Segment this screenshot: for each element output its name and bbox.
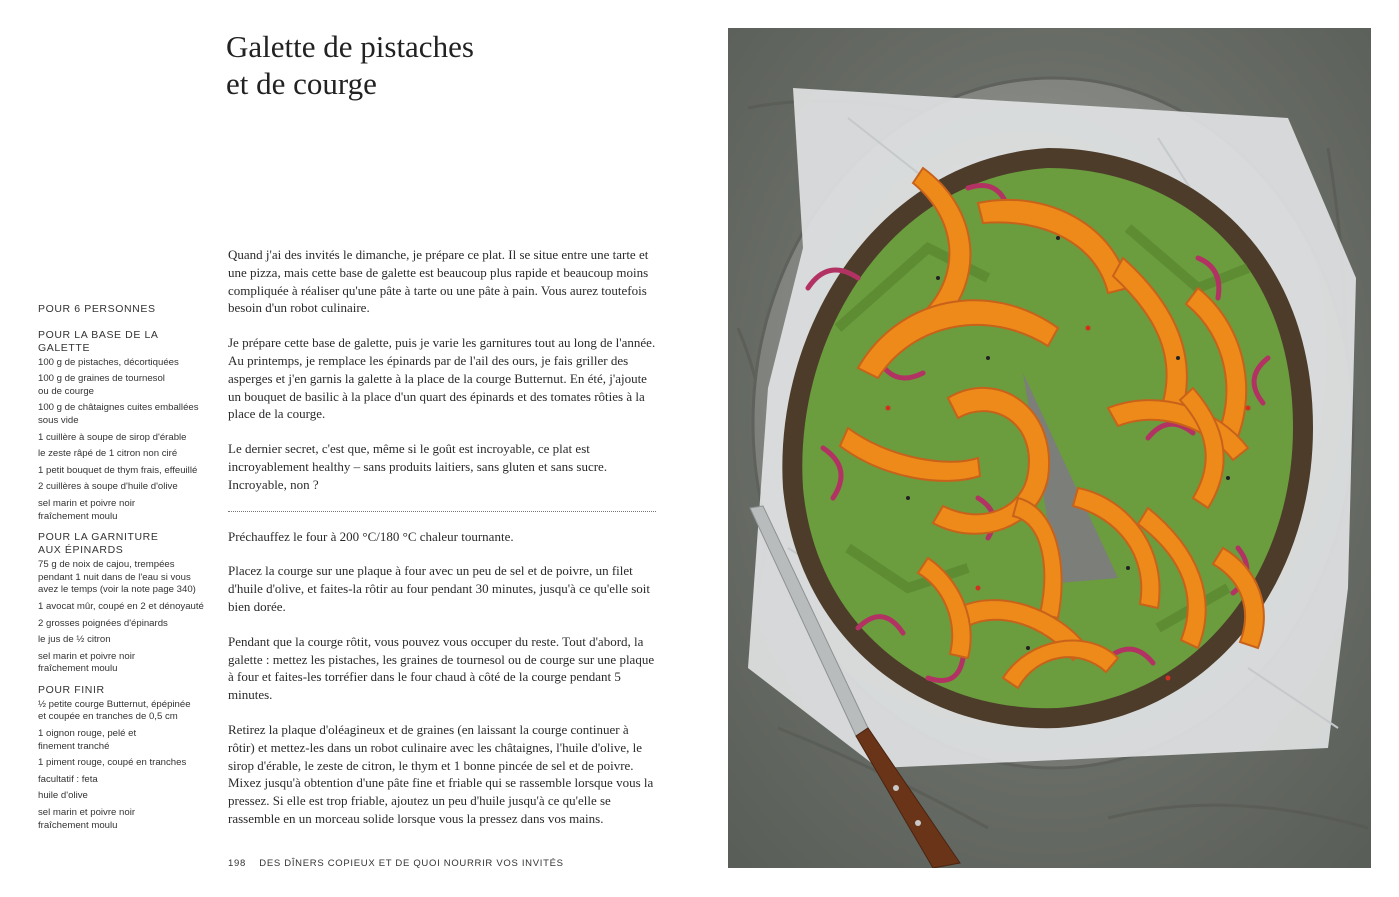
ingredient-line: 1 piment rouge, coupé en tranches <box>38 757 187 769</box>
ingredient-line: 100 g de châtaignes cuites emballées <box>38 402 199 414</box>
ingredient-item <box>38 651 210 676</box>
section-heading-line: POUR LA BASE DE LA GALETTE <box>38 328 158 354</box>
ingredient-item <box>38 807 210 832</box>
ingredient-line: 2 cuillères à soupe d'huile d'olive <box>38 481 178 493</box>
ingredient-line: fraîchement moulu <box>38 819 118 831</box>
chapter-title: DES DÎNERS COPIEUX ET DE QUOI NOURRIR VOS INVITÉS <box>259 858 564 869</box>
ingredient-line: le zeste râpé de 1 citron non ciré <box>38 448 178 460</box>
section-heading <box>38 329 210 355</box>
ingredient-item <box>38 757 210 770</box>
recipe-title-line-1: Galette de pistaches <box>226 29 474 64</box>
galette-photo <box>728 28 1371 868</box>
intro-paragraph: Quand j'ai des invités le dimanche, je prépare ce plat. Il se situe entre une tarte et une pizza, mais cette base de galette est beaucoup plus rapide et beaucoup moins compliquée à réaliser qu'une pâte à tarte ou une pâte à pain. Vous aurez toutefois besoin d'un robot culinaire. <box>228 247 649 316</box>
method-steps <box>228 528 658 828</box>
servings-label: POUR 6 PERSONNES <box>38 303 156 315</box>
ingredient-item <box>38 402 210 427</box>
ingredient-line: 2 grosses poignées d'épinards <box>38 617 168 629</box>
ingredient-line: 1 cuillère à soupe de sirop d'érable <box>38 431 187 443</box>
section-divider <box>228 511 656 512</box>
ingredient-line: fraîchement moulu <box>38 510 118 522</box>
ingredient-line: facultatif : feta <box>38 773 98 785</box>
page-footer <box>228 858 564 869</box>
ingredient-item <box>38 448 210 461</box>
intro-paragraph: Le dernier secret, c'est que, même si le goût est incroyable, ce plat est incroyablement healthy – sans produits laitiers, sans gluten et sans sucre. Incroyable, non ? <box>228 441 608 492</box>
ingredient-item <box>38 481 210 494</box>
page-number: 198 <box>228 858 246 869</box>
ingredient-line: sel marin et poivre noir <box>38 807 136 819</box>
method-step: Retirez la plaque d'oléagineux et de graines (en laissant la courge continuer à rôtir) et mettez-les dans un robot culinaire avec les châtaignes, l'huile d'olive, le sirop d'érable, le zeste de citron, le thym et 1 bonne pincée de sel et de poivre. Mixez jusqu'à obtention d'une pâte fine et friable qui se rassemble lorsque vous la pressez. Si elle est trop friable, ajoutez un peu d'huile jusqu'à ce qu'elle se rassemble en un morceau solide lorsque vous la pressez dans vos mains. <box>228 721 654 826</box>
ingredient-item <box>38 465 210 478</box>
ingredient-item <box>38 498 210 523</box>
ingredients-sidebar <box>38 303 210 840</box>
method-step: Pendant que la courge rôtit, vous pouvez vous occuper du reste. Tout d'abord, la galette : mettez les pistaches, les graines de tournesol ou de courge sur une plaque à four et faites-les torréfier dans le four chaud à côté de la courge pendant 5 minutes. <box>228 633 655 703</box>
ingredient-list <box>38 559 210 676</box>
galette-illustration <box>728 28 1371 868</box>
ingredient-line: le jus de ½ citron <box>38 634 111 646</box>
ingredient-line: 1 oignon rouge, pelé et <box>38 728 137 740</box>
ingredient-line: 100 g de graines de tournesol <box>38 373 165 385</box>
ingredient-list <box>38 357 210 524</box>
recipe-body <box>228 246 658 845</box>
ingredient-list <box>38 699 210 832</box>
ingredient-section <box>38 684 210 832</box>
section-heading-line: POUR LA GARNITURE <box>38 531 159 544</box>
ingredient-line: sous vide <box>38 414 79 426</box>
ingredient-item <box>38 774 210 787</box>
ingredient-section <box>38 531 210 676</box>
ingredient-item <box>38 373 210 398</box>
ingredient-line: 100 g de pistaches, décortiquées <box>38 356 179 368</box>
ingredient-line: 75 g de noix de cajou, trempées <box>38 559 175 571</box>
ingredient-item <box>38 357 210 370</box>
method-step: Placez la courge sur une plaque à four avec un peu de sel et de poivre, un filet d'huile d'olive, et faites-la rôtir au four pendant 30 minutes, jusqu'à ce qu'elle soit bien dorée. <box>228 563 651 614</box>
ingredient-item <box>38 559 210 597</box>
ingredient-item <box>38 790 210 803</box>
ingredient-line: huile d'olive <box>38 790 88 802</box>
intro-paragraph: Je prépare cette base de galette, puis je varie les garnitures tout au long de l'année. Au printemps, je remplace les épinards par de l'ail des ours, je fais griller des asperges et j'en garnis la galette à la place de la courge Butternut. En été, j'ajoute un bouquet de basilic à la place d'un quart des épinards et des tomates rôties à la place de la courge. <box>228 335 656 422</box>
ingredient-line: pendant 1 nuit dans de l'eau si vous <box>38 571 191 583</box>
ingredient-line: sel marin et poivre noir <box>38 650 136 662</box>
intro-text <box>228 246 658 494</box>
ingredient-line: sel marin et poivre noir <box>38 497 136 509</box>
ingredient-line: avez le temps (voir la note page 340) <box>38 584 196 596</box>
ingredient-item <box>38 432 210 445</box>
ingredient-section <box>38 329 210 524</box>
ingredient-item <box>38 618 210 631</box>
ingredient-line: ou de courge <box>38 385 95 397</box>
ingredient-line: finement tranché <box>38 740 110 752</box>
ingredient-item <box>38 601 210 614</box>
ingredient-sections <box>38 329 210 833</box>
ingredient-line: ½ petite courge Butternut, épépinée <box>38 698 191 710</box>
section-heading <box>38 684 210 697</box>
ingredient-item <box>38 728 210 753</box>
method-step: Préchauffez le four à 200 °C/180 °C chaleur tournante. <box>228 528 514 544</box>
section-heading-line: AUX ÉPINARDS <box>38 544 124 557</box>
ingredient-line: fraîchement moulu <box>38 663 118 675</box>
recipe-title-line-2: et de courge <box>226 66 377 101</box>
ingredient-item <box>38 699 210 724</box>
ingredient-line: 1 avocat mûr, coupé en 2 et dénoyauté <box>38 600 204 612</box>
ingredient-line: 1 petit bouquet de thym frais, effeuillé <box>38 464 198 476</box>
ingredient-item <box>38 634 210 647</box>
ingredient-line: et coupée en tranches de 0,5 cm <box>38 711 178 723</box>
section-heading <box>38 531 210 557</box>
section-heading-line: POUR FINIR <box>38 683 105 696</box>
recipe-title <box>226 28 474 102</box>
